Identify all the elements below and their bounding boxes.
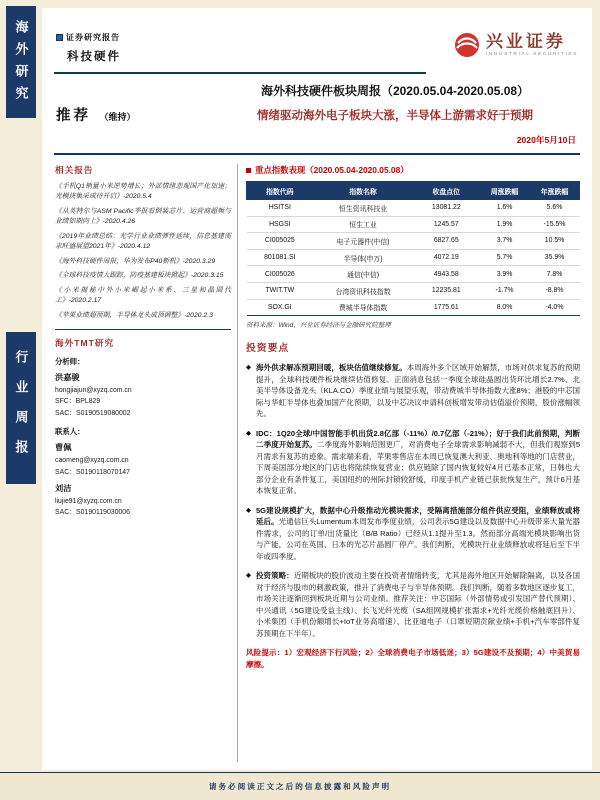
table-cell: 1.9%	[480, 216, 530, 233]
table-cell: 3.7%	[480, 233, 530, 250]
table-cell: 10.5%	[530, 233, 580, 250]
footer-band	[0, 772, 600, 800]
report-item: 《全球科技疫情大跟踪，防疫基建板块掀起》-2020.3.15	[55, 272, 224, 280]
report-item: 《海外科技硬件周报，华为发布P40新机》-2020.3.29	[55, 257, 216, 265]
index-section-title: 重点指数表现（2020.05.04-2020.05.08）	[255, 165, 409, 175]
contact-detail: SAC：S0190118070147	[55, 468, 130, 476]
analyst-label: 分析师：	[55, 357, 85, 367]
contact-name: 曹佩	[55, 443, 72, 453]
table-cell: 通信(中信)	[313, 266, 413, 283]
column-divider	[237, 164, 238, 762]
table-row	[247, 299, 580, 316]
diamond-bullet-icon: ◆	[246, 506, 251, 514]
table-cell: 6827.65	[413, 233, 480, 250]
table-cell: 恒生资讯科技业	[313, 200, 413, 217]
table-row	[247, 200, 580, 217]
bullet-body: 近期板块的股价波动主要在投资者情绪转变，尤其是海外地区开始解除隔离，以及各国对于经济与股市的刺激政策，推升了消费电子与半导体预期。我们判断，随着多数地区逐步复工，市场关注逐渐回到板块近期与公司业绩。推荐关注：中芯国际（外部情势或引发国产替代预期）、中兴通讯（5G建设受益主线）、长飞光纤光缆（SA组网规模扩张需求+光纤光缆价格触底回升）、小米集团（手机份额增长+IoT业务高增速）、比亚迪电子（口罩短期贡献业绩+手机+汽车零部件复苏预期在下半年）。	[256, 571, 581, 638]
bullet-lead: IDC：1Q20全球/中国智能手机出货2.8亿部（-11%）/0.7亿部（-21%）；好于我们此前预期，判断二季度开始复苏。	[256, 428, 580, 450]
highlights-title: 投资要点	[246, 343, 290, 355]
column-header: 周涨跌幅	[480, 182, 530, 200]
brand-text	[486, 33, 578, 57]
report-date: 2020年5月10日	[516, 135, 576, 145]
table-row	[247, 233, 580, 250]
sidebar-vertical-label-industry-weekly: 行业周报	[6, 332, 36, 484]
table-row	[247, 282, 580, 299]
brand-name: 兴业证券	[485, 32, 566, 52]
analyst-detail: SFC：BPL829	[55, 398, 101, 406]
contact-detail: caomeng@xyzq.com.cn	[55, 457, 129, 465]
table-cell: HSITSI	[247, 200, 314, 217]
table-cell: -15.5%	[530, 216, 580, 233]
bullets	[246, 362, 580, 639]
bullet-item	[246, 505, 580, 563]
bullet-body: 本周海外多个区域开始解禁，市场对供求复苏的预期提升，全球科技硬件板块继续估值修复。正面消息包括一季度全球硅晶圆出货环比增长2.7%、北美半导体设备龙头（KLA.CO）季度业绩与展望乐观，带动费城半导体指数大涨8%；港股的中芯国际与华虹半导体也叠加国产化预期，以及中芯决议申请科创板增发带动估值溢价预期，股价涨幅领先。	[256, 363, 581, 419]
table-cell: 5.7%	[480, 249, 530, 266]
table-cell: -8.8%	[530, 282, 580, 299]
bullet-body: 光通信巨头Lumentum本周发布季度业绩，公司表示5G建设以及数据中心升级带来大量光器件需求，公司的订单/出货量比（B/B Ratio）已经从1.1提升至1.3。然而部分高端光模块影响出货与产能，公司在英国、日本的光芯片晶圆厂停产。我们判断，光模块行业业绩释放或将延后至下半年或四季度。	[256, 517, 581, 561]
index-section-header	[246, 164, 580, 176]
table-cell: SOX.GI	[247, 299, 314, 316]
analyst-detail: hongjiajun@xyzq.com.cn	[55, 387, 132, 395]
table-cell: CI005025	[247, 233, 314, 250]
brand-block	[454, 32, 578, 58]
table-cell: HSGSI	[247, 216, 314, 233]
table-cell: -4.0%	[530, 299, 580, 316]
table-cell: 费城半导体指数	[313, 299, 413, 316]
index-performance-table	[246, 181, 580, 316]
main-column	[246, 164, 580, 670]
rating-block	[56, 104, 135, 125]
contact-name: 刘洁	[55, 484, 72, 494]
masthead-rule	[54, 72, 426, 74]
report-item: 《从英特尔与ASM Pacific季报看倒装芯片、运营商超频与业绩如期向上》-2020.4.26	[55, 207, 231, 226]
table-cell: TWIT.TW	[247, 282, 314, 299]
column-header: 年涨跌幅	[530, 182, 580, 200]
table-cell: 4943.58	[413, 266, 480, 283]
header-divider-rule	[54, 153, 580, 155]
analyst-detail: SAC：S0190519080002	[55, 409, 131, 417]
rating-label: 推荐	[56, 108, 91, 124]
diamond-bullet-icon: ◆	[246, 572, 251, 580]
brand-logo-icon	[454, 32, 480, 58]
document-badge-icon	[56, 34, 63, 41]
table-cell: 恒生工业	[313, 216, 413, 233]
reports-list	[55, 182, 231, 321]
bullet-item	[246, 570, 580, 639]
table-cell: 35.9%	[530, 249, 580, 266]
index-table-header-row	[247, 182, 580, 200]
document-sheet	[42, 8, 592, 770]
bullet-lead: 投资策略：	[256, 571, 294, 581]
column-header: 收盘点位	[413, 182, 480, 200]
table-cell: 12235.81	[413, 282, 480, 299]
team-title: 海外TMT研究	[55, 338, 115, 349]
contact-detail: liujie91@xyzq.com.cn	[55, 498, 122, 506]
contact-detail: SAC：S0190119030006	[55, 509, 130, 517]
title-block	[210, 82, 580, 146]
bullet-lead: 5G建设规模扩大，数据中心升级推动光模块需求，受隔离措施部分组件供应受阻，业绩释放或将延后。	[256, 505, 580, 527]
report-subtitle: 情绪驱动海外电子板块大涨，半导体上游需求好于预期	[257, 110, 533, 122]
report-item: 《小米揭秘中外小米崛起小米系、三星和晶圆代工》-2020.2.17	[55, 287, 231, 305]
table-cell: 半导体(申万)	[313, 249, 413, 266]
sector-label: 科技硬件	[67, 51, 121, 63]
section-marker-icon	[246, 168, 251, 173]
bullet-text	[256, 505, 580, 563]
rating-status: （维持）	[99, 112, 136, 122]
bullet-item	[246, 362, 580, 420]
table-cell: 电子元器件(中信)	[313, 233, 413, 250]
report-item: 《2019年业绩总结：光学行业业绩弹性延续，信息基建需求旺盛展望2021年》-2020.4.12	[55, 232, 231, 250]
bullet-lead: 海外供求解冻预期回暖，板块估值继续修复。	[256, 363, 407, 373]
related-reports-title: 相关报告	[55, 165, 94, 175]
column-header: 指数代码	[247, 182, 314, 200]
report-title: 海外科技硬件板块周报（2020.05.04-2020.05.08）	[260, 84, 530, 98]
left-column	[55, 164, 231, 519]
table-row	[247, 216, 580, 233]
column-header: 指数名称	[313, 182, 413, 200]
table-row	[247, 266, 580, 283]
report-item: 《苹果业绩超预期，半导体龙头成预调整》-2020.2.3	[55, 311, 213, 319]
table-cell: CI005026	[247, 266, 314, 283]
table-cell: 4072.19	[413, 249, 480, 266]
report-type-row	[56, 32, 121, 43]
report-item: 《手机Q1销量小米逆势增长；外部情绪悲观国产化加速；光模块集采成待开启》-2020.5.4	[55, 183, 231, 201]
team-divider	[55, 329, 231, 330]
brand-subtitle: INDUSTRIAL SECURITIES	[485, 51, 578, 57]
table-cell: 13081.22	[413, 200, 480, 217]
bullet-item	[246, 428, 580, 497]
footer-disclaimer: 请务必阅读正文之后的信息披露和风险声明	[208, 782, 392, 791]
table-cell: 1775.61	[413, 299, 480, 316]
diamond-bullet-icon: ◆	[246, 364, 251, 372]
table-cell: 1245.57	[413, 216, 480, 233]
index-table-body	[247, 200, 580, 316]
table-cell: 8.0%	[480, 299, 530, 316]
bullet-body: 二季度海外影响范围更广，对消费电子全球需求影响减弱不大，但我们观察到5月需求有复苏的迹象。需求端来看，苹果零售店在本周已恢复澳大利亚、奥地利等地的门店营业，下周美国部分地区的门店也将陆续恢复营业；供应链除了国内恢复较好4月已基本正常，日韩也大部分企业有条件复工，美国纽约的州际封锁较舒缓，印度手机产业链已获批恢复生产，预计6月基本恢复正常。	[256, 440, 580, 496]
table-cell: 5.6%	[530, 200, 580, 217]
bullet-text	[256, 428, 580, 497]
masthead	[56, 32, 121, 64]
bullet-text	[256, 362, 580, 420]
table-cell: 台湾资讯科技指数	[313, 282, 413, 299]
table-cell: 3.9%	[480, 266, 530, 283]
table-row	[247, 249, 580, 266]
table-cell: 801081.SI	[247, 249, 314, 266]
table-cell: 7.8%	[530, 266, 580, 283]
report-type-label: 证券研究报告	[66, 33, 120, 42]
contact-label: 联系人：	[55, 427, 85, 437]
table-cell: 1.6%	[480, 200, 530, 217]
bullet-text	[256, 570, 580, 639]
analyst-block	[55, 356, 231, 519]
risk-warning: 风险提示：1）宏观经济下行风险；2）全球消费电子市场低迷；3）5G建设不及预期；4）中美贸易摩擦。	[246, 648, 580, 669]
table-cell: -1.7%	[480, 282, 530, 299]
data-source-note: 资料来源：Wind，兴业证券经济与金融研究院整理	[246, 322, 391, 330]
analyst-name: 洪嘉骏	[55, 373, 80, 383]
sidebar-vertical-label-overseas-research: 海外研究	[6, 6, 36, 118]
diamond-bullet-icon: ◆	[246, 429, 251, 437]
